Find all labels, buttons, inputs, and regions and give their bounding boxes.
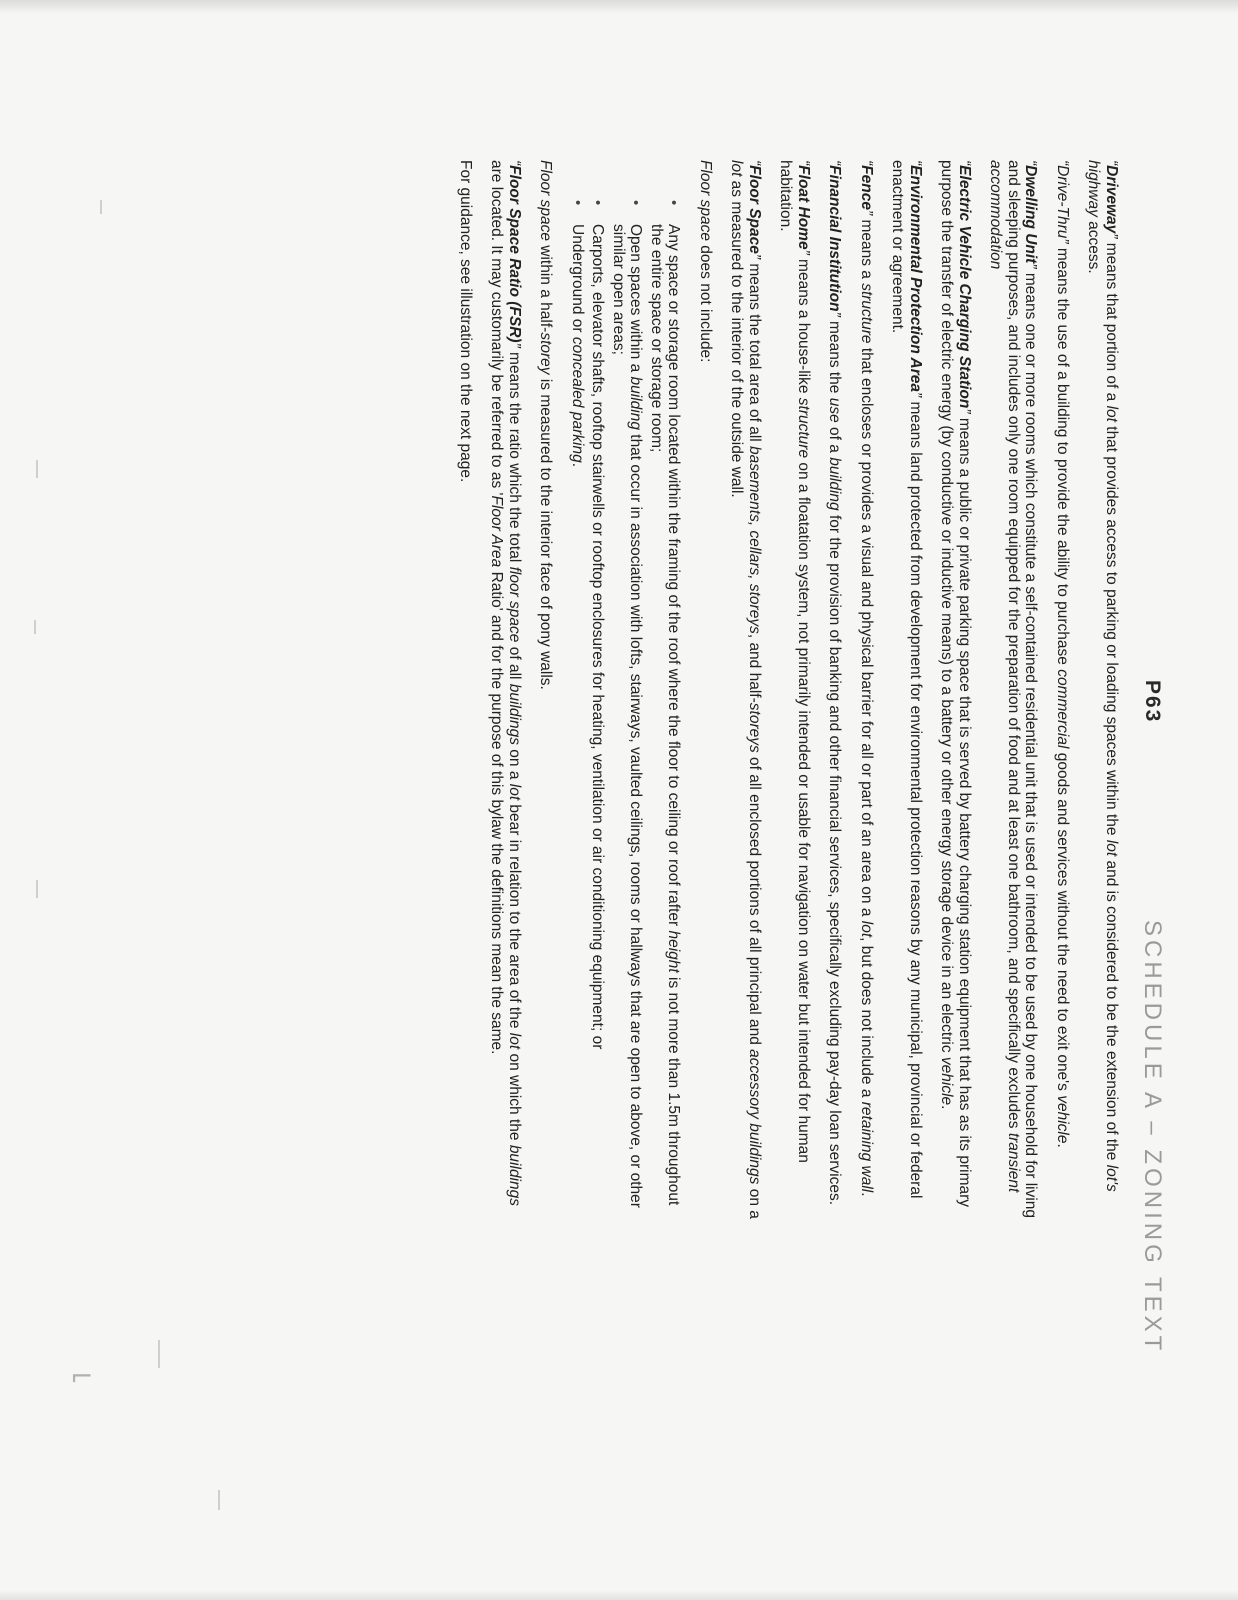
defined-term: Dwelling Unit — [1022, 165, 1040, 264]
definition-financial-institution: “Financial Institution” means the use of a building for the provision of banking and other financial services, specifically excluding pay-day loan services. — [826, 160, 844, 1206]
definition-floor-space: “Floor Space” means the total area of all basements, cellars, storeys, and half-storeys of all enclosed portions of all principal and accessory buildings on a lot as measured to the interior of the outside wall. — [728, 160, 763, 1219]
bullet-icon: • — [569, 200, 586, 206]
half-storey-note: Floor space within a half-storey is measured to the interior face of pony walls. — [537, 160, 555, 690]
definition-environmental-protection-area: “Environmental Protection Area” means land protected from development for environmental protection reasons by any municipal, provincial or federal enactment or agreement. — [889, 160, 924, 1199]
defined-term: Driveway — [1103, 165, 1120, 234]
bullet-icon: • — [627, 200, 645, 206]
definition-driveway: “Driveway” means that portion of a lot that provides access to parking or loading spaces within the lot and is considered to be the extension of the lot's highway access. — [1085, 160, 1120, 1192]
bullet-icon: • — [589, 200, 607, 206]
defined-term: Floor Space — [746, 165, 763, 254]
schedule-title: SCHEDULE A – ZONING TEXT — [1139, 920, 1166, 1355]
scan-mark — [36, 880, 38, 898]
list-item: • Open spaces within a building that occur in association with lofts, stairways, vaulted ceilings, rooms or hallways that are open to above, or other similar open areas; — [610, 200, 645, 1208]
defined-term: Floor Space Ratio (FSR) — [506, 165, 523, 343]
page-number: P63 — [1141, 680, 1164, 724]
defined-term: Fence — [858, 165, 875, 210]
handwritten-mark: ⌐ — [70, 1360, 94, 1393]
guidance-note: For guidance, see illustration on the next page. — [457, 160, 474, 483]
running-header — [1128, 160, 1168, 1580]
scan-edge-top — [0, 0, 1238, 14]
list-item: • Carports, elevator shafts, rooftop stairwells or rooftop enclosures for heating, ventilation or air conditioning equipment; or — [589, 200, 607, 1050]
scan-mark — [34, 620, 36, 634]
floor-space-exclusions-intro: Floor space does not include: — [697, 160, 714, 363]
scan-edge-bottom — [0, 1590, 1238, 1600]
defined-term: Financial Institution — [826, 165, 844, 312]
list-item: • Any space or storage room located within the framing of the roof where the floor to ceiling or roof rafter height is not more than 1.5m throughout the entire space or storage room; — [648, 200, 683, 1206]
defined-term: Drive-Thru — [1054, 165, 1071, 239]
document-page — [158, 160, 1168, 1580]
definition-floor-space-ratio: “Floor Space Ratio (FSR)” means the ratio which the total floor space of all buildings on a lot bear in relation to the area of the lot on which the buildings are located. It may customarily be referred to as 'Floor Area Ratio' and for the purpose of this bylaw the definitions mean the same. — [488, 160, 523, 1206]
scan-mark — [100, 200, 102, 214]
list-item: • Underground or concealed parking. — [569, 200, 586, 467]
definition-dwelling-unit: “Dwelling Unit” means one or more rooms which constitute a self-contained residential unit that is used or intended to be used by one household for living and sleeping purposes, and includes only one room equipped for the preparation of food and at least one bathroom, and specifically excludes transient accommodation — [987, 160, 1040, 1219]
scan-mark — [36, 460, 38, 478]
bullet-icon: • — [665, 200, 683, 206]
defined-term: Environmental Protection Area — [907, 165, 924, 392]
floor-space-exclusions-list — [569, 160, 683, 1220]
definitions-body — [443, 160, 1121, 1220]
definition-fence: “Fence” means a structure that encloses or provides a visual and physical barrier for all or part of an area on a lot, but does not include a retaining wall. — [858, 160, 875, 1197]
defined-term: Electric Vehicle Charging Station — [956, 165, 973, 409]
definition-ev-charging-station: “Electric Vehicle Charging Station” means a public or private parking space that is served by battery charging station equipment that has as its primary purpose the transfer of electric energy (by conductive or inductive means) to a battery or other energy storage device in an electric vehicle. — [938, 160, 973, 1208]
definition-drive-thru: “Drive-Thru” means the use of a building to provide the ability to purchase commercial goods and services without the need to exit one's vehicle. — [1054, 160, 1071, 1148]
defined-term: Float Home — [795, 165, 812, 250]
definition-float-home: “Float Home” means a house-like structure on a floatation system, not primarily intended or usable for navigation on water but intended for human habitation. — [777, 160, 812, 1163]
